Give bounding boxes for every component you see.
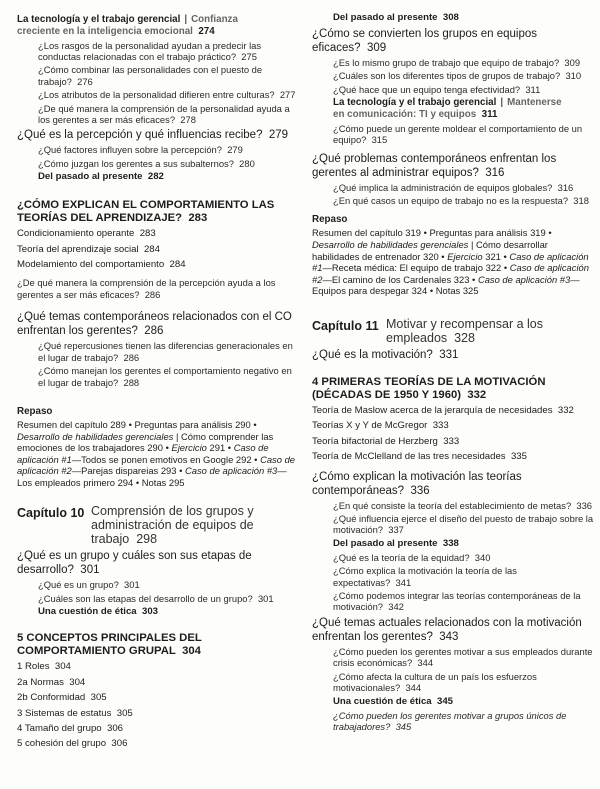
toc-entry[interactable]: ¿En qué consiste la teoría del establecimiento de metas? 336: [333, 499, 593, 511]
repaso-heading: Repaso: [17, 405, 53, 417]
toc-entry[interactable]: ¿Cómo podemos integrar las teorías contemporáneas de la motivación? 342: [333, 590, 581, 613]
toc-entry[interactable]: ¿Los rasgos de la personalidad ayudan a predecir las conductas relacionadas con el trabajo práctico? 275: [38, 39, 262, 62]
repaso-heading: Repaso: [312, 214, 348, 226]
box-etica[interactable]: Una cuestión de ética 303: [38, 606, 158, 618]
toc-entry[interactable]: ¿Cómo afecta la cultura de un país los esfuerzos motivacionales? 344: [333, 670, 537, 694]
toc-question[interactable]: ¿Qué temas actuales relacionados con la motivación enfrentan los gerentes? 343: [312, 616, 582, 643]
toc-question[interactable]: ¿Qué problemas contemporáneos enfrentan los gerentes al administrar equipos? 316: [312, 152, 557, 179]
toc-entry[interactable]: ¿En qué casos un equipo de trabajo no es la respuesta? 318: [333, 195, 589, 207]
toc-question[interactable]: ¿Cómo se convierten los grupos en equipos eficaces? 309: [312, 28, 538, 54]
theory-list: [312, 405, 594, 464]
section-heading[interactable]: ¿CÓMO EXPLICAN EL COMPORTAMIENTO LAS TEORÍAS DEL APRENDIZAJE? 283: [17, 199, 275, 225]
chapter-11-heading[interactable]: Capítulo 11 Motivar y recompensar a los empleados 328: [312, 317, 544, 345]
toc-entry[interactable]: ¿Qué factores influyen sobre la percepción? 279: [38, 144, 243, 156]
toc-entry[interactable]: ¿Qué es la teoría de la equidad? 340: [333, 551, 491, 563]
box-pasado[interactable]: Del pasado al presente 338: [333, 537, 459, 549]
toc-question[interactable]: ¿Qué es un grupo y cuáles son sus etapas de desarrollo? 301: [17, 550, 252, 577]
toc-entry[interactable]: ¿Qué es un grupo? 301: [38, 579, 140, 591]
toc-question[interactable]: ¿Cómo explican la motivación las teorías contemporáneas? 336: [312, 470, 522, 497]
section-item[interactable]: Teoría bifactorial de Herzberg 333: [312, 435, 460, 447]
section-item[interactable]: 3 Sistemas de estatus 305: [17, 707, 133, 719]
section-item[interactable]: 2b Conformidad 305: [17, 692, 107, 704]
section-item[interactable]: 1 Roles 304: [17, 661, 71, 673]
section-item[interactable]: Teoría del aprendizaje social 284: [17, 243, 160, 255]
left-column: [17, 12, 299, 751]
box-pasado[interactable]: Del pasado al presente 308: [333, 12, 459, 23]
section-item[interactable]: 5 cohesión del grupo 306: [17, 738, 128, 750]
toc-entry[interactable]: ¿Cómo puede un gerente moldear el comportamiento de un equipo? 315: [333, 122, 583, 146]
toc-entry[interactable]: ¿Qué implica la administración de equipos globales? 316: [333, 181, 574, 193]
box-pasado[interactable]: Del pasado al presente 282: [38, 171, 164, 183]
toc-entry[interactable]: ¿Cómo combinar las personalidades con el puesto de trabajo? 276: [38, 64, 263, 87]
toc-entry[interactable]: ¿Qué influencia ejerce el diseño del puesto de trabajo sobre la motivación? 337: [333, 513, 594, 536]
toc-entry[interactable]: ¿Cuáles son las etapas del desarrollo de un grupo? 301: [38, 592, 274, 604]
toc-entry[interactable]: ¿De qué manera la comprensión de la percepción ayuda a los gerentes a ser más eficaces? 286: [17, 277, 276, 300]
repaso-block: Resumen del capítulo 319 • Preguntas para análisis 319 • Desarrollo de habilidades gerenciales | Cómo desarrollar habilidades de entrenador 320 • Ejercicio 321 • Caso de aplicación #1—Receta médica: El equipo de trabajo 322 • Caso de aplicación #2—El camino de los Cardenales 323 • Caso de aplicación #3—Equipos para despegar 324 • Notas 325: [312, 227, 589, 297]
section-item[interactable]: 2a Normas 304: [17, 676, 86, 688]
toc-question[interactable]: ¿Qué es la motivación? 331: [312, 349, 459, 361]
section-item[interactable]: 4 Tamaño del grupo 306: [17, 722, 123, 734]
toc-entry[interactable]: ¿De qué manera la comprensión de la personalidad ayuda a los gerentes a ser más eficaces? 278: [38, 102, 290, 126]
concept-list: [17, 661, 299, 750]
section-item[interactable]: Teoría de McClelland de las tres necesidades 335: [312, 451, 527, 463]
repaso-block: Resumen del capítulo 289 • Preguntas para análisis 290 • Desarrollo de habilidades gerenciales | Cómo comprender las emociones de los trabajadores 290 • Ejercicio 291 • Caso de aplicación #1—Todos se ponen emotivos en Google 292 • Caso de aplicación #2—Parejas dispareias 293 • Caso de aplicación #3—Los empleados primero 294 • Notas 295: [17, 418, 295, 488]
toc-entry[interactable]: ¿Cómo juzgan los gerentes a sus subalternos? 280: [38, 157, 255, 169]
section-item[interactable]: Modelamiento del comportamiento 284: [17, 259, 186, 271]
box-tecnologia: La tecnología y el trabajo gerencial | Confianza creciente en la inteligencia emocional 274: [17, 14, 238, 37]
toc-entry[interactable]: ¿Cuáles son los diferentes tipos de grupos de trabajo? 310: [333, 70, 582, 82]
toc-entry[interactable]: ¿Qué repercusiones tienen las diferencias generacionales en el lugar de trabajo? 286: [38, 340, 293, 363]
chapter-10-heading[interactable]: Capítulo 10 Comprensión de los grupos y administración de equipos de trabajo 298: [17, 504, 254, 547]
toc-question[interactable]: ¿Qué es la percepción y qué influencias recibe? 279: [17, 129, 289, 142]
toc-entry[interactable]: ¿Cómo manejan los gerentes el comportamiento negativo en el lugar de trabajo? 288: [38, 365, 292, 388]
section-item[interactable]: Teoría de Maslow acerca de la jerarquía de necesidades 332: [312, 405, 574, 416]
section-item[interactable]: Condicionamiento operante 283: [17, 228, 156, 240]
right-column: [312, 12, 594, 732]
section-heading[interactable]: 4 PRIMERAS TEORÍAS DE LA MOTIVACIÓN (DÉCADAS DE 1950 Y 1960) 332: [312, 376, 546, 401]
toc-entry[interactable]: ¿Es lo mismo grupo de trabajo que equipo de trabajo? 309: [333, 57, 581, 68]
toc-entry[interactable]: ¿Los atributos de la personalidad difieren entre culturas? 277: [38, 89, 296, 101]
box-tecnologia[interactable]: La tecnología y el trabajo gerencial | Mantenerse en comunicación: TI y equipos 311: [333, 97, 562, 121]
box-etica[interactable]: Una cuestión de ética 345: [333, 695, 453, 707]
toc-entry[interactable]: ¿Qué hace que un equipo tenga efectividad? 311: [333, 83, 541, 95]
toc-question[interactable]: ¿Qué temas contemporáneos relacionados con el CO enfrentan los gerentes? 286: [17, 311, 292, 338]
toc-entry[interactable]: ¿Cómo explica la motivación la teoría de las expectativas? 341: [333, 565, 517, 588]
section-item[interactable]: Teorías X y Y de McGregor 333: [312, 420, 449, 432]
toc-entry[interactable]: ¿Cómo pueden los gerentes motivar a sus empleados durante crisis económicas? 344: [333, 645, 593, 669]
section-heading[interactable]: 5 CONCEPTOS PRINCIPALES DEL COMPORTAMIENTO GRUPAL 304: [17, 632, 202, 658]
toc-entry[interactable]: ¿Cómo pueden los gerentes motivar a grupos únicos de trabajadores? 345: [333, 709, 567, 732]
